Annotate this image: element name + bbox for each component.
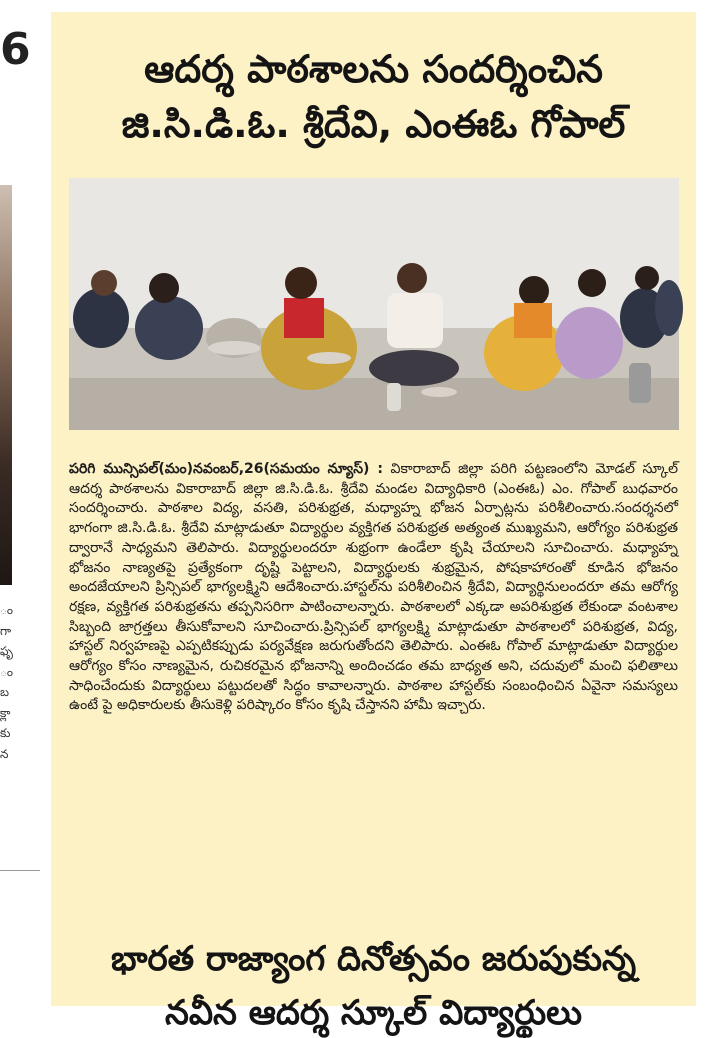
neighbor-fragment: క్లా — [0, 705, 11, 720]
neighbor-fragment: బ — [0, 685, 10, 699]
neighbor-fragment: ం — [0, 603, 14, 617]
news-article — [51, 12, 696, 1033]
body-text: వికారాబాద్ జిల్లా పరిగి పట్టణంలోని మోడల్ స్కూల్ ఆదర్శ పాఠశాలను వికారాబాద్ జిల్లా జి.సి.డి.ఓ. శ్రీదేవి మండల విద్యాధికారి (ఎంఈఓ) ఎం. గోపాల్ బుధవారం సందర్శించారు. పాఠశాల విద్య, వసతి, పరిశుభ్రత, మధ్యాహ్న భోజన ఏర్పాట్లను పరిశీలించారు.సందర్శనలో భాగంగా జి.సి.డి.ఓ. శ్రీదేవి మాట్లాడుతూ విద్యార్థుల వ్యక్తిగత పరిశుభ్రత అత్యంత ముఖ్యమని, ఆరోగ్యం పరిశుభ్రత ద్వారానే సాధ్యమని తెలిపారు. విద్యార్థులందరూ శుభ్రంగా ఉండేలా కృషి చేయాలని సూచించారు. మధ్యాహ్న భోజనం నాణ్యతపై ప్రత్యేకంగా దృష్టి పెట్టాలని, విద్యార్థులకు శుభ్రమైన, పోషకాహారంతో కూడిన భోజనం అందజేయాలని ప్రిన్సిపల్ భాగ్యలక్ష్మిని ఆదేశించారు.హాస్టల్‌ను పరిశీలించిన శ్రీదేవి, విద్యార్థినులందరూ తమ ఆరోగ్య రక్షణ, వ్యక్తిగత పరిశుభ్రతను తప్పనిసరిగా పాటించాలన్నారు. పాఠశాలలో ఎక్కడా అపరిశుభ్రత లేకుండా వంటశాల సిబ్బంది జాగ్రత్తలు తీసుకోవాలని సూచించారు.ప్రిన్సిపల్ భాగ్యలక్ష్మి మాట్లాడుతూ పాఠశాలలో పరిశుభ్రత, విద్య, హాస్టల్ నిర్వహణపై ఎప్పటికప్పుడు పర్యవేక్షణ జరుగుతోందని తెలిపారు. ఎంఈఓ గోపాల్ మాట్లాడుతూ విద్యార్థుల ఆరోగ్యం కోసం నాణ్యమైన, రుచికరమైన భోజనాన్ని అందించడం తమ బాధ్యత అని, చదువులో మంచి ఫలితాలు సాధించేందుకు విద్యార్థులు పట్టుదలతో సిద్ధం కావాలన్నారు. పాఠశాల హాస్టల్‌కు సంబంధించిన ఏవైనా సమస్యలు ఉంటే పై అధికారులకు తీసుకెళ్లి పరిష్కారం కోసం కృషి చేస్తానని హామీ ఇచ్చారు. — [69, 461, 679, 714]
neighbor-text-fragments — [0, 600, 18, 764]
headline-line-2: జి.సి.డి.ఓ. శ్రీదేవి, ఎంఈఓ గోపాల్ — [121, 102, 626, 146]
headline-line-1: ఆదర్శ పాఠశాలను సందర్శించిన — [144, 47, 603, 91]
dateline: పరిగి మున్సిపల్(మం)నవంబర్,26(సమయం న్యూస్) : — [69, 461, 383, 477]
neighbor-fragment: ం — [0, 664, 14, 679]
neighbor-fragment: కు — [0, 726, 11, 740]
neighbor-fragment: గా — [0, 623, 12, 638]
next-article-headline-1: భారత రాజ్యాంగ దినోత్సవం జరుపుకున్న — [111, 939, 636, 979]
neighbor-fragment: న — [0, 746, 9, 761]
article-photo — [69, 178, 679, 430]
neighbor-photo-edge — [0, 185, 12, 585]
lunch-scene-illustration — [69, 178, 679, 430]
article-body — [69, 460, 678, 716]
neighbor-big-char: 6 — [0, 24, 31, 75]
neighbor-divider — [0, 870, 40, 871]
next-article-headline-2: నవీన ఆదర్శ స్కూల్ విద్యార్థులు — [164, 993, 583, 1033]
neighbor-column — [0, 0, 40, 1006]
neighbor-fragment: ఫృ — [0, 644, 13, 658]
article-headline — [51, 42, 696, 152]
